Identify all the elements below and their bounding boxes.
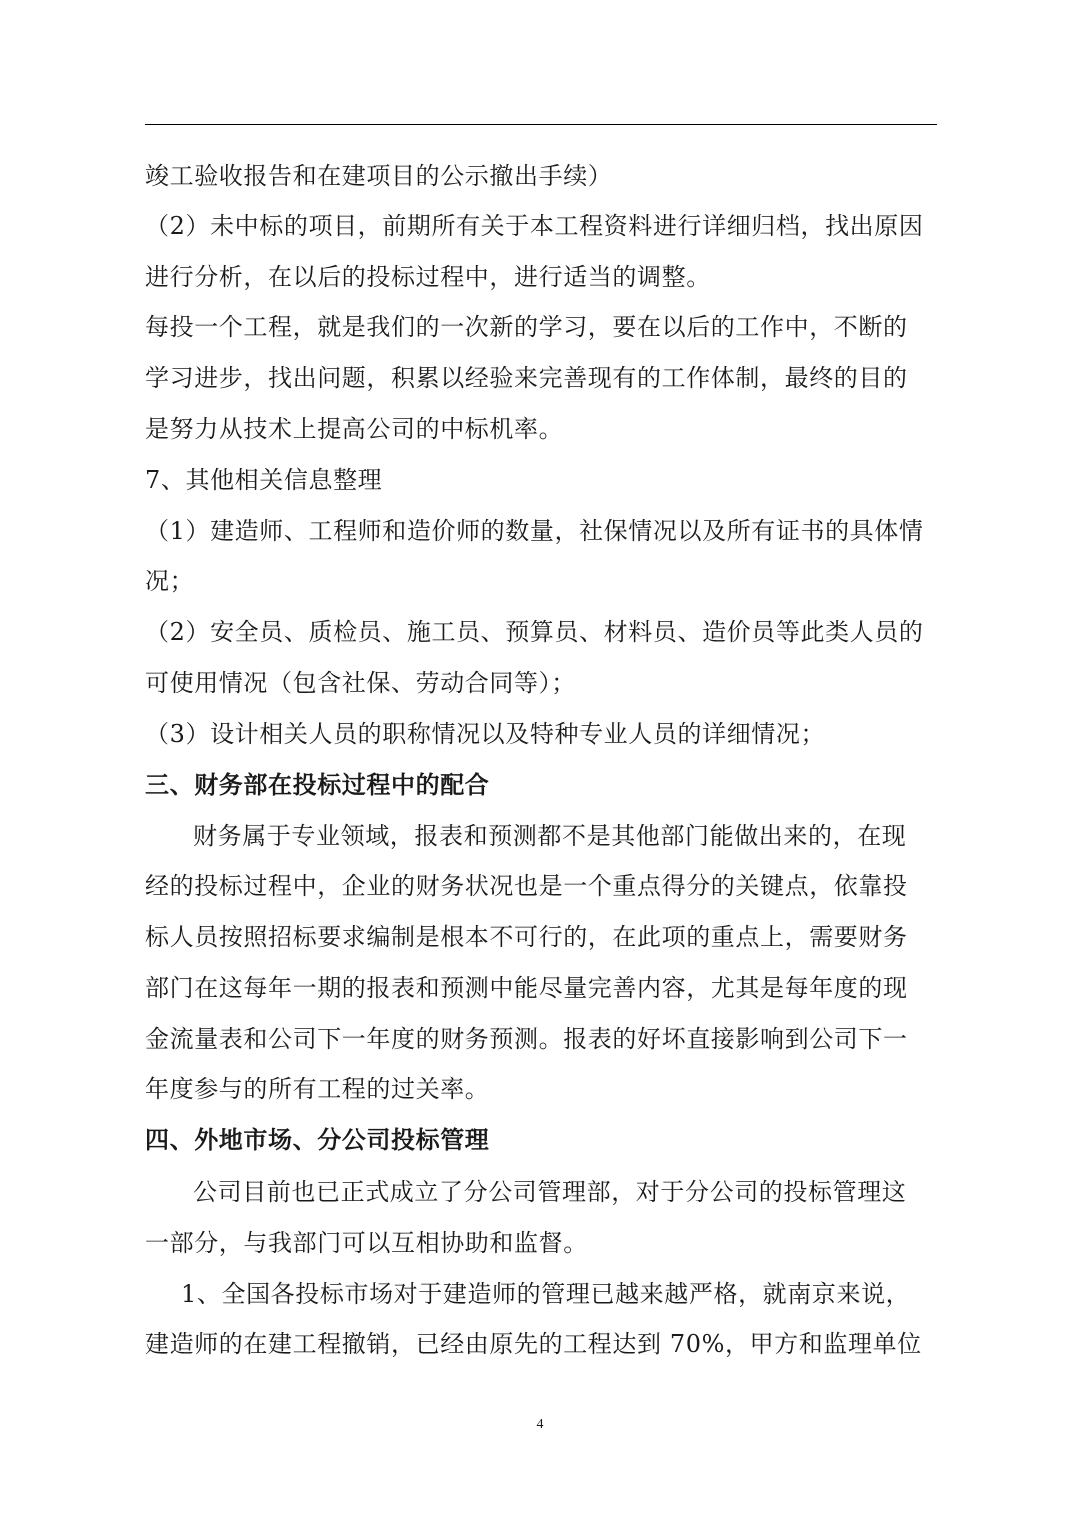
text-line: 财务属于专业领域，报表和预测都不是其他部门能做出来的，在现: [193, 822, 907, 850]
section-heading-4: 四、外地市场、分公司投标管理: [145, 1125, 490, 1154]
text-line: 学习进步，找出问题，积累以经验来完善现有的工作体制，最终的目的: [145, 364, 908, 392]
text-line: （1）建造师、工程师和造价师的数量，社保情况以及所有证书的具体情: [145, 517, 924, 545]
text-line: （2）未中标的项目，前期所有关于本工程资料进行详细归档，找出原因: [145, 212, 924, 240]
text-line: 建造师的在建工程撤销，已经由原先的工程达到 70%，甲方和监理单位: [145, 1330, 922, 1358]
text-line: 每投一个工程，就是我们的一次新的学习，要在以后的工作中，不断的: [145, 313, 908, 341]
text-line: 况；: [145, 567, 195, 595]
text-line: 是努力从技术上提高公司的中标机率。: [145, 415, 564, 443]
text-line: 标人员按照招标要求编制是根本不可行的，在此项的重点上，需要财务: [145, 923, 908, 951]
page-number: 4: [536, 1417, 544, 1432]
header-rule: [145, 124, 937, 125]
text-line: 1、全国各投标市场对于建造师的管理已越来越严格，就南京来说，: [181, 1280, 911, 1308]
text-line: 公司目前也已正式成立了分公司管理部，对于分公司的投标管理这: [193, 1178, 907, 1206]
text-line: 可使用情况（包含社保、劳动合同等）；: [145, 669, 576, 697]
text-line: 进行分析，在以后的投标过程中，进行适当的调整。: [145, 263, 711, 291]
text-line: 年度参与的所有工程的过关率。: [145, 1075, 490, 1103]
section-subheading: 7、其他相关信息整理: [145, 466, 383, 494]
text-line: 经的投标过程中，企业的财务状况也是一个重点得分的关键点，依靠投: [145, 872, 908, 900]
text-line: 一部分，与我部门可以互相协助和监督。: [145, 1229, 588, 1257]
text-line: 金流量表和公司下一年度的财务预测。报表的好坏直接影响到公司下一: [145, 1025, 908, 1053]
section-heading-3: 三、财务部在投标过程中的配合: [145, 770, 490, 799]
text-line: 部门在这每年一期的报表和预测中能尽量完善内容，尤其是每年度的现: [145, 974, 908, 1002]
text-line: （2）安全员、质检员、施工员、预算员、材料员、造价员等此类人员的: [145, 618, 924, 646]
text-line: （3）设计相关人员的职称情况以及特种专业人员的详细情况；: [145, 720, 826, 748]
text-line: 竣工验收报告和在建项目的公示撤出手续）: [145, 162, 613, 190]
